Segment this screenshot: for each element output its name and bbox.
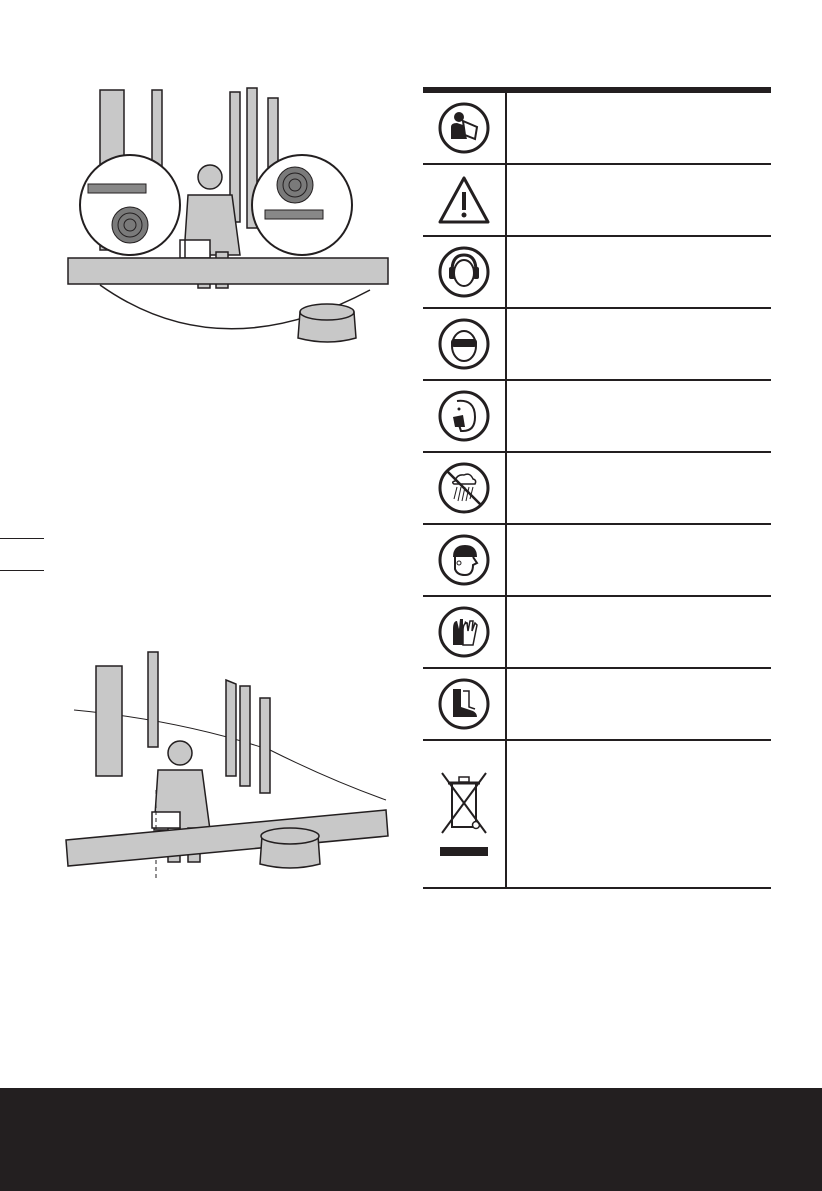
safety-symbols-table xyxy=(423,87,771,889)
figure-cutting-log-on-slope xyxy=(60,640,394,890)
figure-cutting-supported-log xyxy=(60,80,394,350)
symbol-row xyxy=(423,525,771,597)
symbol-row xyxy=(423,165,771,237)
margin-rule xyxy=(0,570,44,571)
symbol-row xyxy=(423,597,771,669)
symbol-row xyxy=(423,741,771,889)
protective-gloves-icon xyxy=(437,605,491,659)
symbol-row xyxy=(423,237,771,309)
symbol-row xyxy=(423,93,771,165)
margin-rule xyxy=(0,538,44,539)
do-not-expose-to-rain-icon xyxy=(437,461,491,515)
footer-band xyxy=(0,1088,822,1191)
symbol-row xyxy=(423,381,771,453)
warning-triangle-icon xyxy=(436,174,492,226)
symbol-row xyxy=(423,669,771,741)
symbol-row xyxy=(423,453,771,525)
read-manual-icon xyxy=(437,101,491,155)
weee-crossed-bin-icon xyxy=(434,769,494,859)
symbol-row xyxy=(423,309,771,381)
ear-protection-icon xyxy=(437,245,491,299)
head-protection-icon xyxy=(437,533,491,587)
eye-protection-icon xyxy=(437,317,491,371)
dust-mask-icon xyxy=(437,389,491,443)
safety-boots-icon xyxy=(437,677,491,731)
